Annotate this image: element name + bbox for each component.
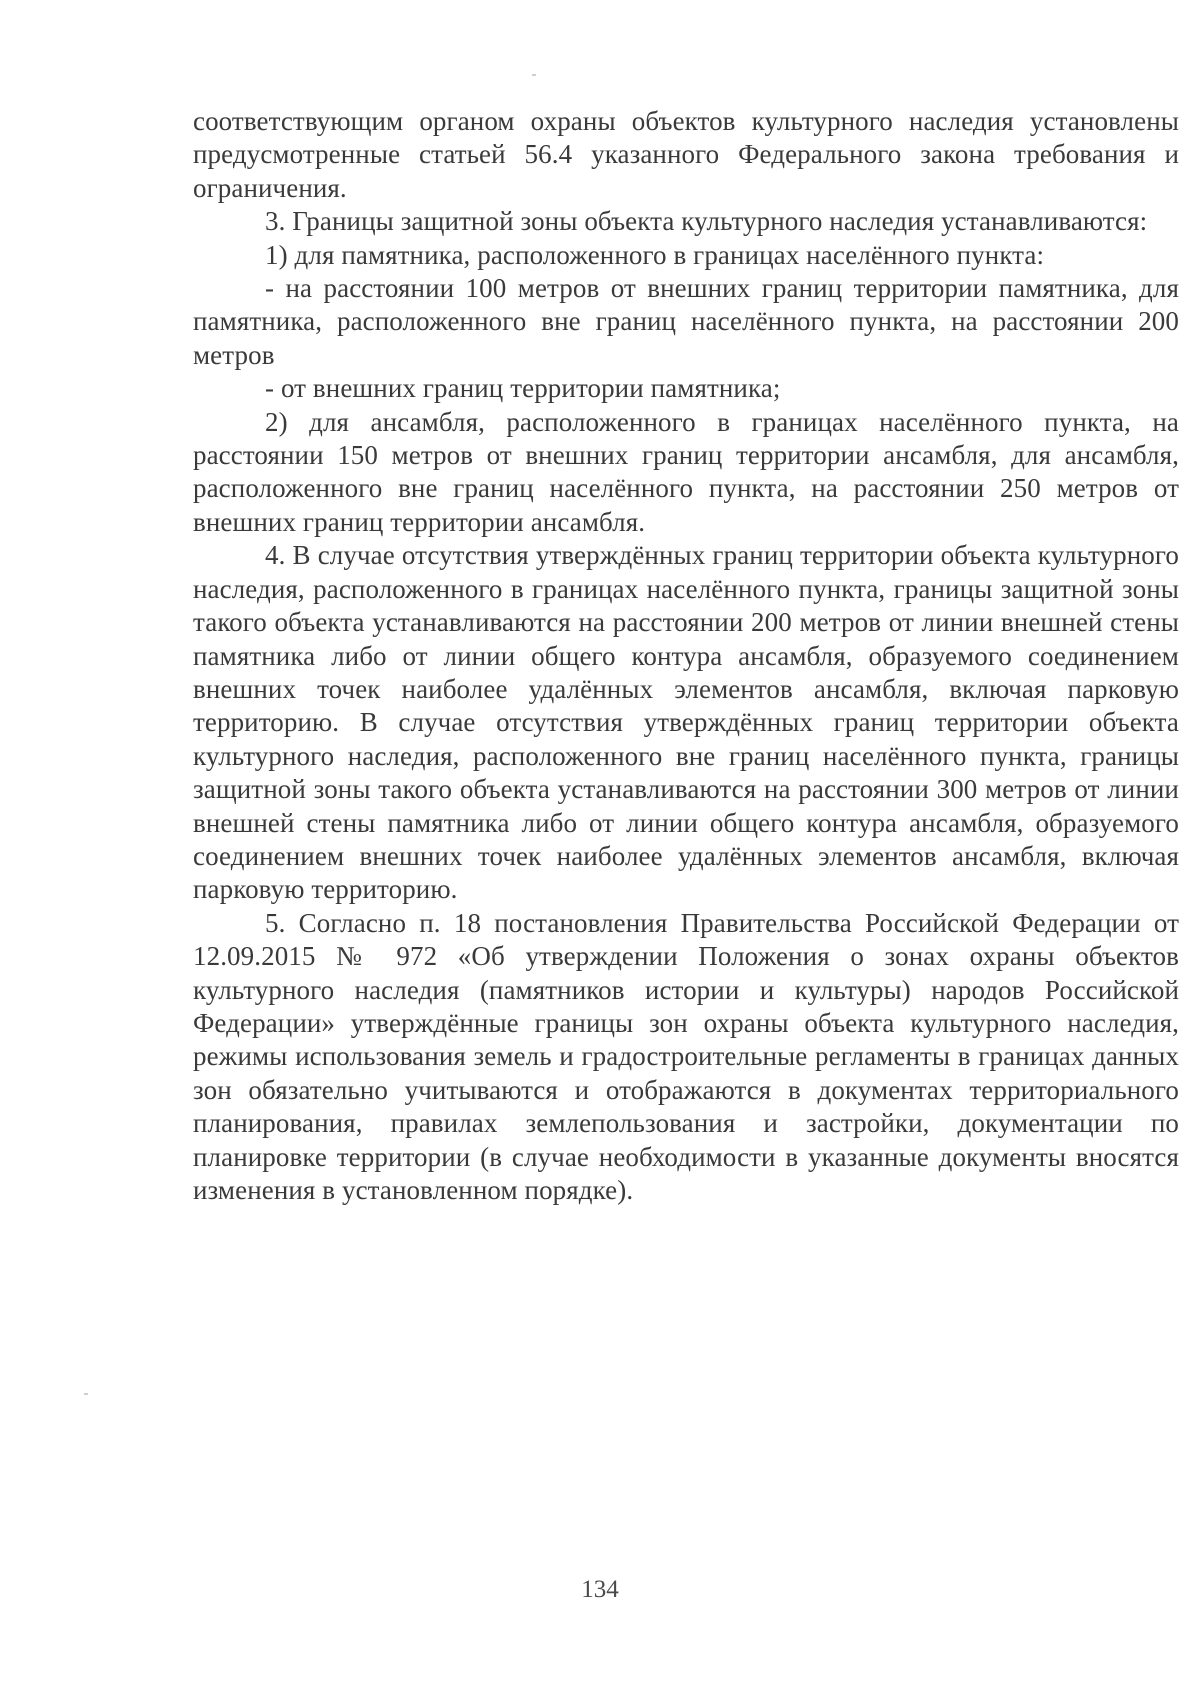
paragraph-5: 5. Согласно п. 18 постановления Правительства Российской Федерации от 12.09.2015 № 972 «Об утверждении Положения о зонах охраны объектов культурного наследия (памятников истории и культуры) народов Российской Федерации» утверждённые границы зон охраны объекта культурного наследия, режимы использования земель и градостроительные регламенты в границах данных зон обязательно учитываются и отображаются в документах территориального планирования, правилах землепользования и застройки, документации по планировке территории (в случае необходимости в указанные документы вносятся изменения в установленном порядке). [193,907,1179,1205]
paragraph-continuation: соответствующим органом охраны объектов культурного наследия установлены предусмотренные статьей 56.4 указанного Федерального закона требования и ограничения. [193,106,1179,203]
paragraph-3: 3. Границы защитной зоны объекта культурного наследия устанавливаются: [265,206,1148,237]
paragraph-3-1-a: - на расстоянии 100 метров от внешних границ территории памятника, для памятника, расположенного вне границ населённого пункта, на расстоянии 200 метров [193,273,1179,370]
scan-speck [84,1393,88,1395]
body-text [193,105,1179,1207]
page-number: 134 [581,1576,619,1603]
paragraph-4: 4. В случае отсутствия утверждённых границ территории объекта культурного наследия, расположенного в границах населённого пункта, границы защитной зоны такого объекта устанавливаются на расстоянии 200 метров от линии внешней стены памятника либо от линии общего контура ансамбля, образуемого соединением внешних точек наиболее удалённых элементов ансамбля, включая парковую территорию. В случае отсутствия утверждённых границ территории объекта культурного наследия, расположенного вне границ населённого пункта, границы защитной зоны такого объекта устанавливаются на расстоянии 300 метров от линии внешней стены памятника либо от линии общего контура ансамбля, образуемого соединением внешних точек наиболее удалённых элементов ансамбля, включая парковую территорию. [193,540,1179,905]
paragraph-3-1-b: - от внешних границ территории памятника; [265,373,781,404]
scan-speck [532,74,536,76]
paragraph-3-2: 2) для ансамбля, расположенного в границах населённого пункта, на расстоянии 150 метров от внешних границ территории ансамбля, для ансамбля, расположенного вне границ населённого пункта, на расстоянии 250 метров от внешних границ территории ансамбля. [193,406,1179,537]
paragraph-3-1: 1) для памятника, расположенного в границах населённого пункта: [265,239,1045,270]
